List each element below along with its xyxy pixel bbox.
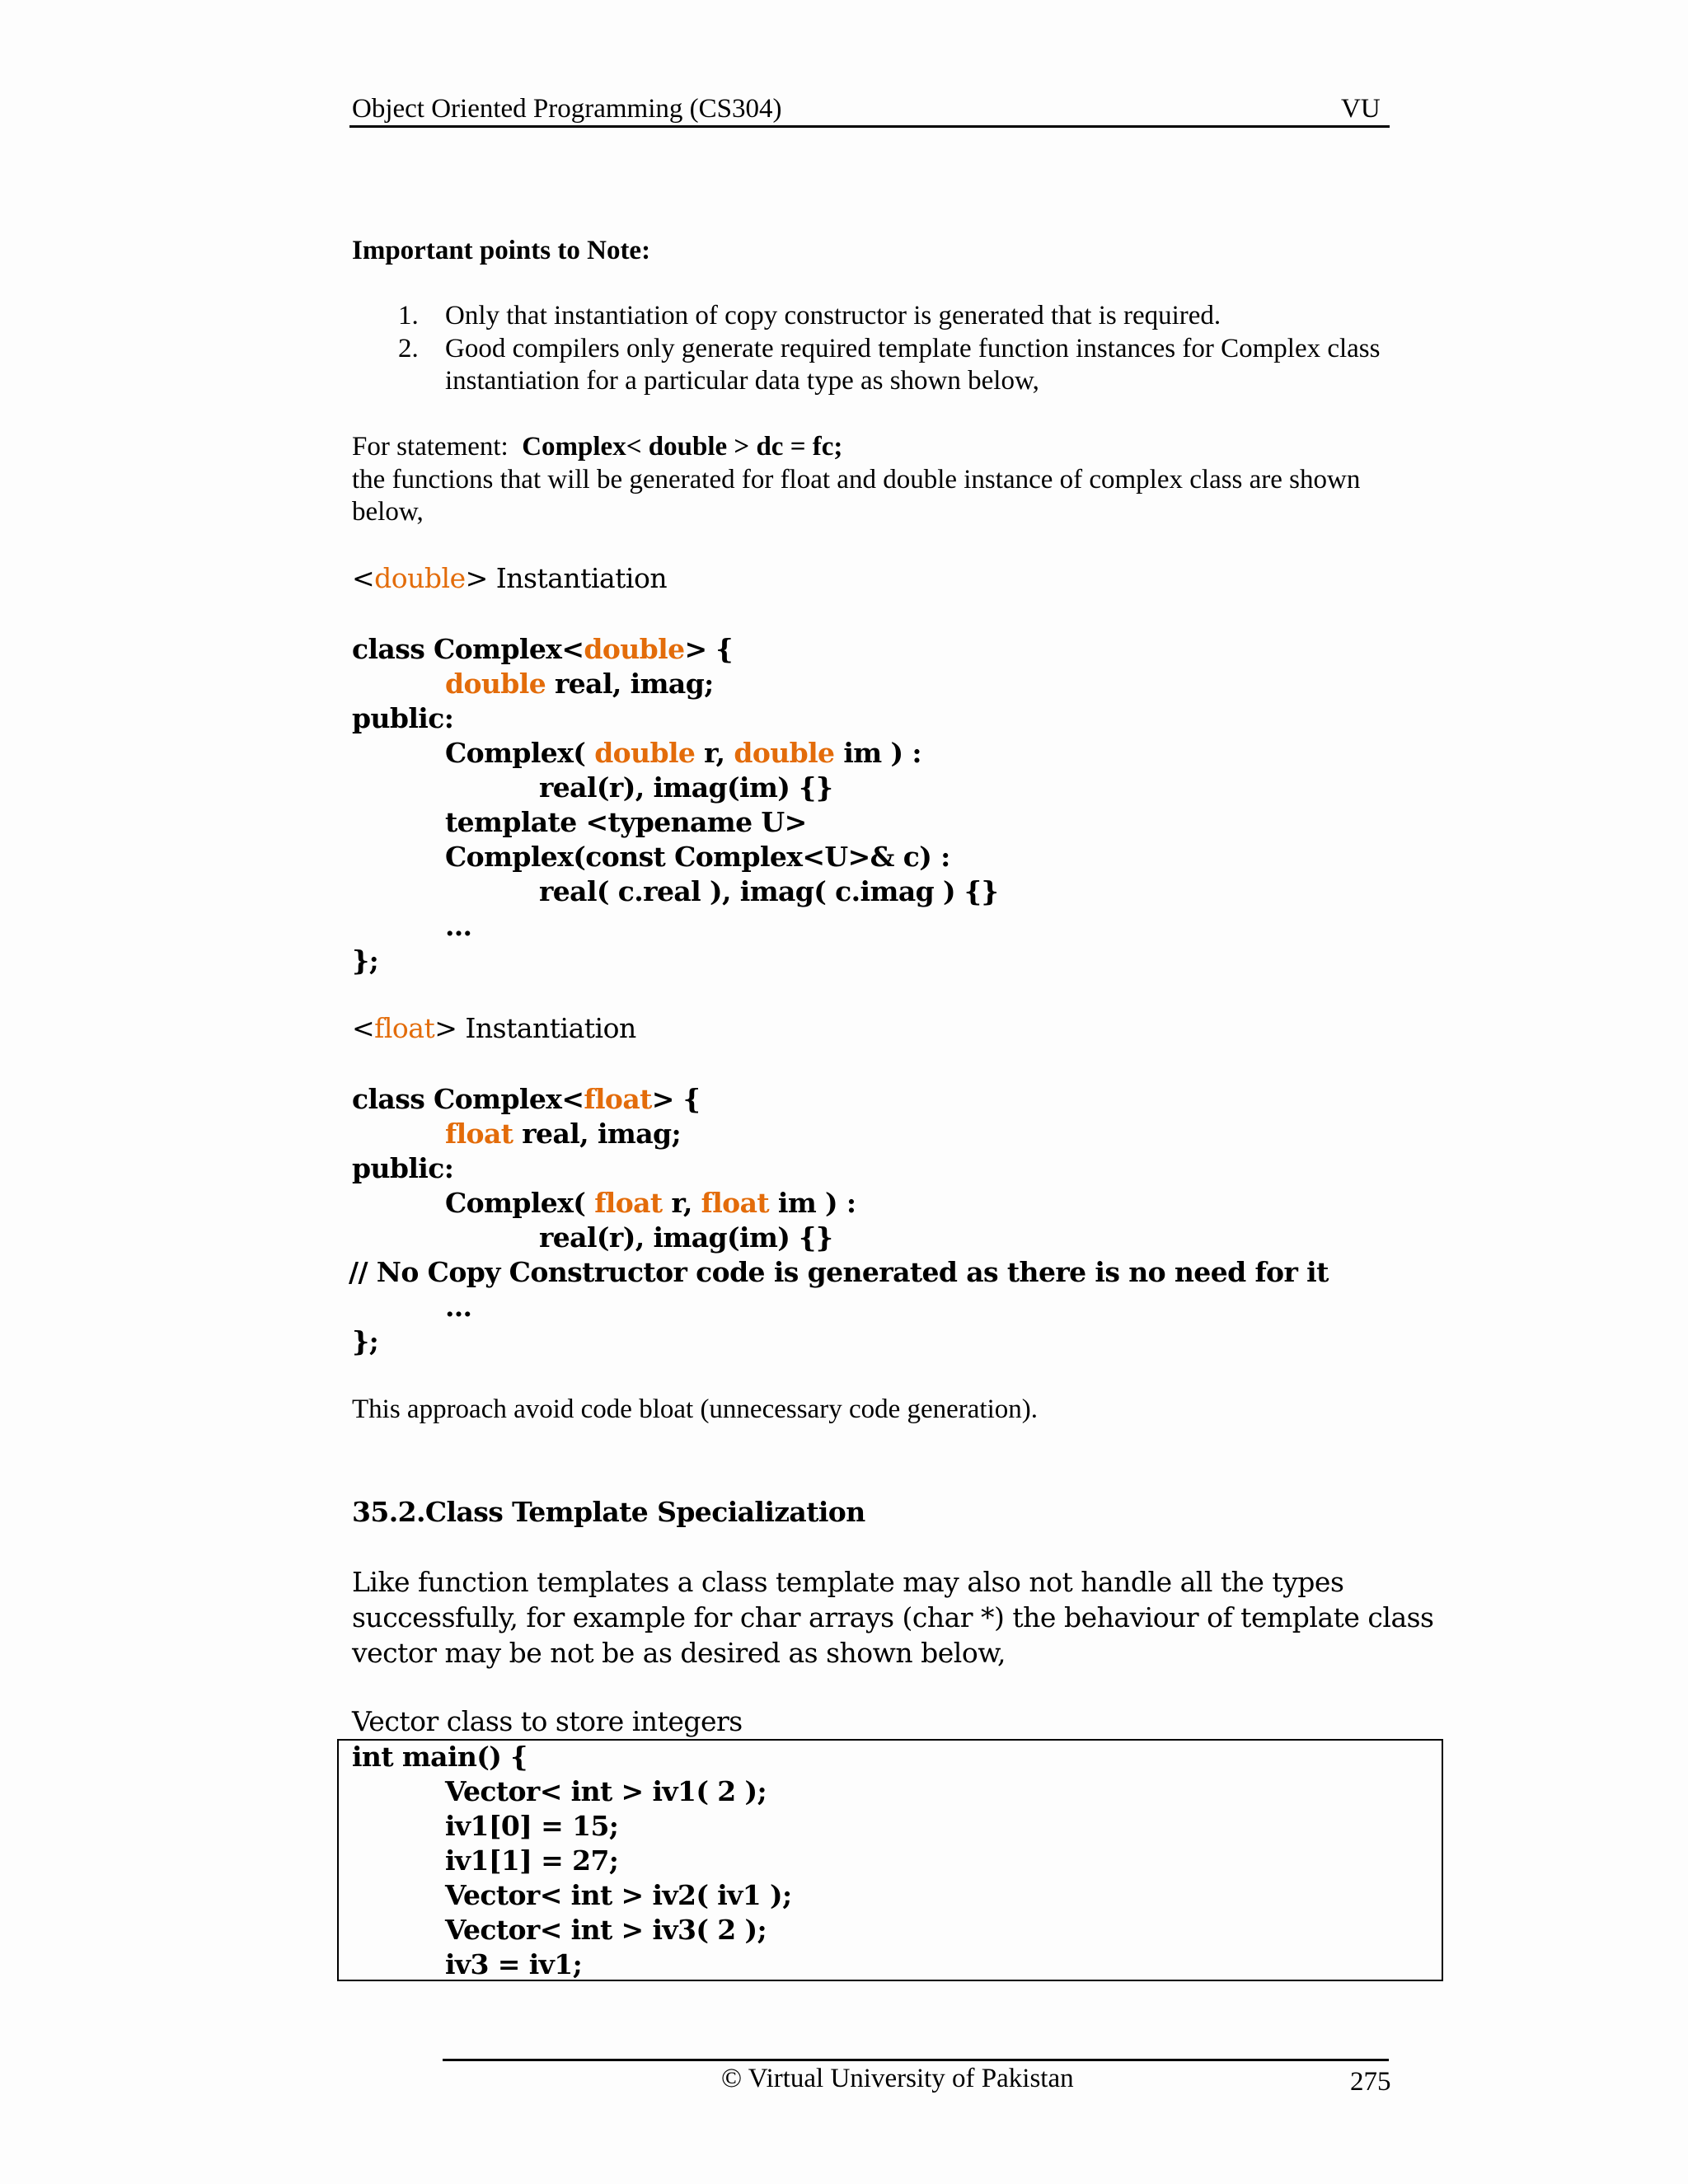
vector-code-line-assign: iv3 = iv1; [445,1948,583,1980]
float-comment: // No Copy Constructor code is generated as there is no need for it [349,1256,1329,1288]
important-points-title: Important points to Note: [352,236,651,265]
float-heading-suffix: Instantiation [465,1012,636,1044]
list-item-2-number: 2. [398,334,419,363]
float-constructor-init: real(r), imag(im) {} [539,1221,833,1254]
double-class-open: class Complex<double> { [352,633,734,665]
footer-page-number: 275 [1350,2067,1391,2097]
double-constructor-init: real(r), imag(im) {} [539,771,833,804]
list-item-1-number: 1. [398,301,419,330]
footer-copyright: © Virtual University of Pakistan [721,2064,1074,2093]
footer-rule [443,2059,1389,2061]
double-template-line: template <typename U> [445,806,807,838]
list-item-1-text: Only that instantiation of copy constructor is generated that is required. [445,301,1221,330]
list-item-2-text-line1: Good compilers only generate required template function instances for Complex class [445,334,1381,363]
double-ellipsis: … [445,910,472,942]
section-paragraph-line1: Like function templates a class template may also not handle all the types [352,1566,1344,1598]
statement-code: Complex< double > dc = fc; [522,432,843,462]
float-members: float real, imag; [445,1118,682,1150]
section-paragraph-line2: successfully, for example for char arrays (char *) the behaviour of template class [352,1601,1434,1633]
statement-line [352,430,842,463]
float-ellipsis: … [445,1291,472,1323]
double-copy-init: real( c.real ), imag( c.imag ) {} [539,875,999,907]
statement-explanation-line2: the functions that will be generated for float and double instance of complex class are shown [352,465,1361,494]
double-copy-constructor: Complex(const Complex<U>& c) : [445,841,950,873]
section-paragraph-line3: vector may be not be as desired as shown below, [352,1637,1006,1669]
double-keyword: double [374,562,466,594]
section-heading: 35.2.Class Template Specialization [352,1496,865,1528]
vector-code-line-main: int main() { [352,1741,528,1773]
float-class-open: class Complex<float> { [352,1083,701,1115]
double-instantiation-heading: <double> Instantiation [352,562,668,594]
vector-code-line-iv3: Vector< int > iv3( 2 ); [445,1914,767,1946]
statement-prefix: For statement: [352,432,509,462]
header-university-abbrev: VU [1341,94,1381,124]
vector-label: Vector class to store integers [352,1705,743,1737]
double-constructor: Complex( double r, double im ) : [445,737,921,769]
float-public: public: [352,1152,454,1184]
float-instantiation-heading: <float> Instantiation [352,1012,636,1044]
vector-code-line-iv2: Vector< int > iv2( iv1 ); [445,1879,792,1911]
float-class-end: }; [352,1325,379,1357]
vector-code-line-iv1-decl: Vector< int > iv1( 2 ); [445,1775,767,1807]
double-public: public: [352,702,454,734]
double-heading-suffix: Instantiation [495,562,668,594]
list-item-2-text-line2: instantiation for a particular data type as shown below, [445,366,1039,396]
header-course-title: Object Oriented Programming (CS304) [352,94,782,124]
vector-code-line-iv1-1: iv1[1] = 27; [445,1844,619,1877]
statement-explanation-line3: below, [352,497,424,527]
approach-note: This approach avoid code bloat (unnecessary code generation). [352,1394,1038,1424]
header-rule [349,125,1390,128]
double-members: double real, imag; [445,668,714,700]
double-class-end: }; [352,944,379,977]
vector-code-line-iv1-0: iv1[0] = 15; [445,1810,619,1842]
float-constructor: Complex( float r, float im ) : [445,1187,856,1219]
float-keyword: float [374,1012,435,1044]
